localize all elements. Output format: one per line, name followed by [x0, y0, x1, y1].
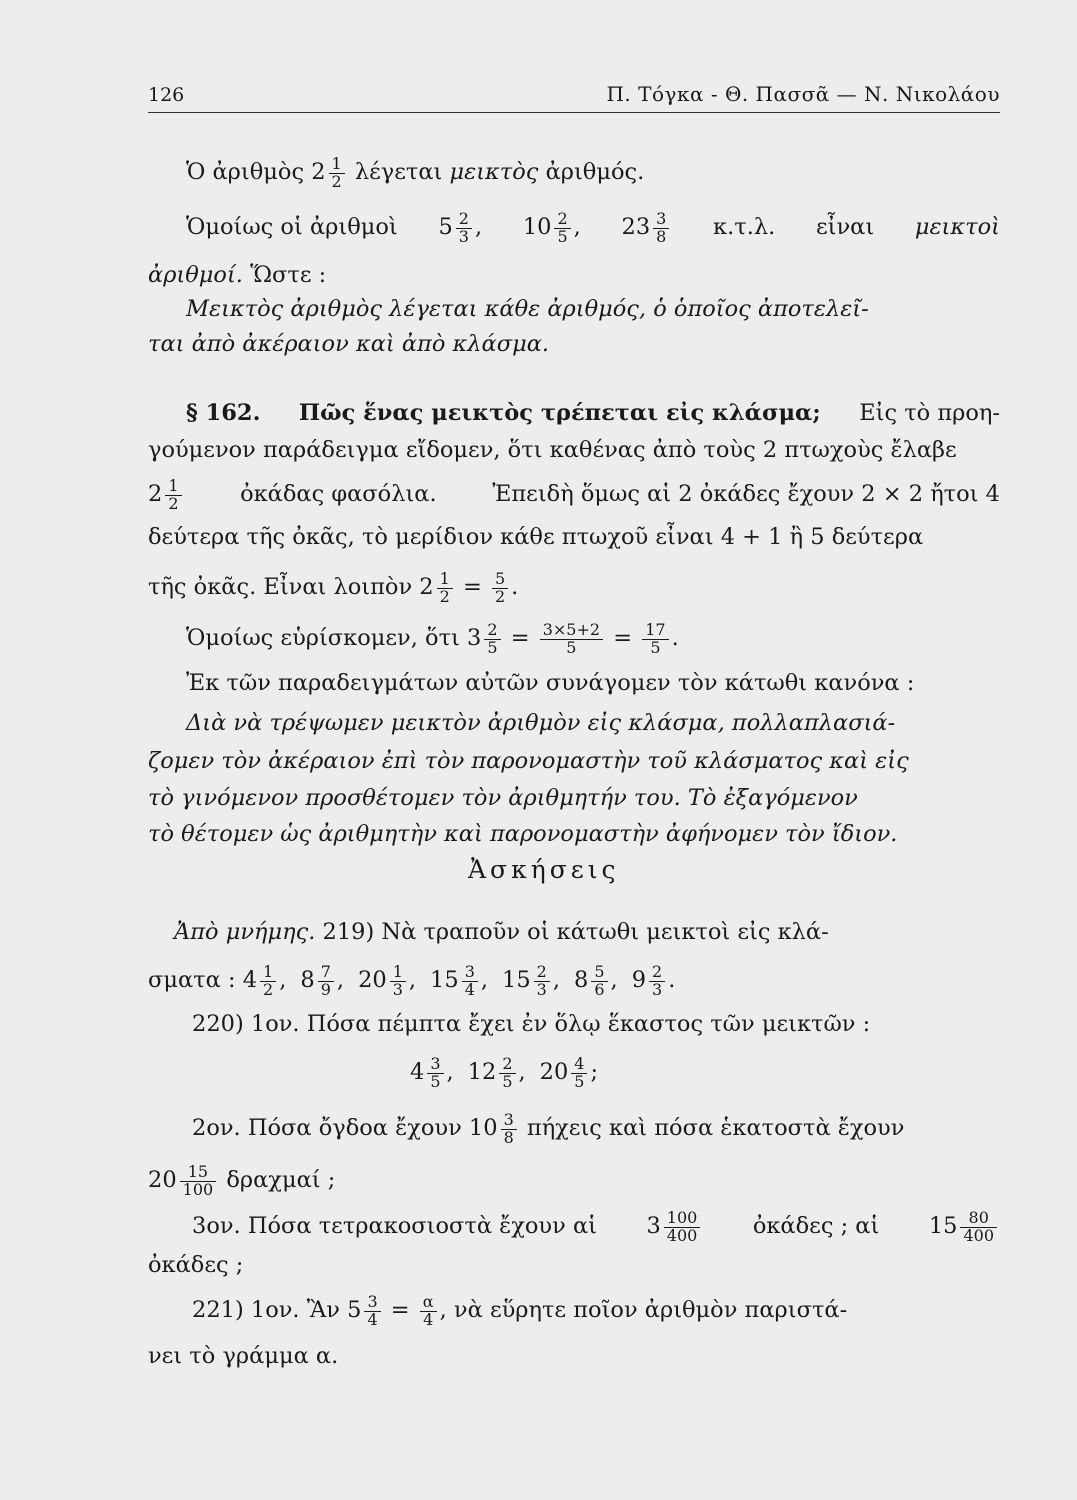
fraction: $\frac{3}{4}$ [462, 964, 478, 999]
mixed-number: 4 $\frac{3}{5}$ , [410, 1053, 454, 1091]
mixed-number: 20 $\frac{1}{3}$ , [358, 961, 417, 999]
header-rule [148, 112, 1000, 113]
fraction: $\frac{2}{3}$ [649, 964, 665, 999]
fraction: $\frac{3\times 5+2}{5}$ [540, 622, 603, 657]
definition-line: ται ἀπὸ ἀκέραιον καὶ ἀπὸ κλάσμα. [148, 331, 550, 357]
text-line: γούμενον παράδειγμα εἴδομεν, ὅτι καθένας ἀπὸ τοὺς 2 πτωχοὺς ἔλαβε [148, 437, 957, 463]
fraction-list [410, 1053, 612, 1091]
fraction: $\frac{4}{5}$ [571, 1056, 587, 1091]
exercise-221-line: 221) 1ον. Ἂν 5 $\frac{3}{4}$ = $\frac{\alpha}{4}$ , νὰ εὕρητε ποῖον ἀριθμὸν παριστά- [192, 1291, 848, 1329]
fraction: $\frac{3}{8}$ [501, 1112, 517, 1147]
text-line: δεύτερα τῆς ὀκᾶς, τὸ μερίδιον κάθε πτωχοῦ εἶναι 4 + 1 ἢ 5 δεύτερα [148, 524, 924, 550]
rule-line: Διὰ νὰ τρέψωμεν μεικτὸν ἀριθμὸν εἰς κλάσμα, πολλαπλασιά- [186, 710, 896, 736]
fraction: $\frac{2}{3}$ [456, 211, 472, 246]
fraction: $\frac{7}{9}$ [318, 964, 334, 999]
exercise-220-items [148, 1052, 1000, 1092]
fraction: $\frac{1}{2}$ [437, 571, 453, 606]
exercise-220-line: 220) 1ον. Πόσα πέμπτα ἔχει ἐν ὅλῳ ἕκαστος τῶν μεικτῶν : [192, 1011, 871, 1037]
exercise-220-q3: 3ον. Πόσα τετρακοσιοστὰ ἔχουν αἱ 3 $\frac{100}{400}$ ὀκάδες ; αἱ 15 $\frac{80}{400}$ [148, 1206, 1000, 1246]
fraction: $\frac{1}{3}$ [390, 964, 406, 999]
fraction: $\frac{2}{5}$ [484, 622, 500, 657]
fraction: $\frac{3}{8}$ [653, 211, 669, 246]
fraction: $\frac{5}{2}$ [492, 571, 508, 606]
fraction: $\frac{2}{5}$ [499, 1056, 515, 1091]
exercise-221-cont: νει τὸ γράμμα α. [148, 1343, 339, 1369]
rule-line: τὸ γινόμενον προσθέτομεν τὸν ἀριθμητήν του. Τὸ ἐξαγόμενον [148, 785, 858, 811]
fraction: $\frac{2}{3}$ [534, 964, 550, 999]
fraction: $\frac{3}{4}$ [364, 1294, 380, 1329]
fraction-list [242, 961, 690, 999]
fraction: $\frac{1}{2}$ [260, 964, 276, 999]
section-162-title: Πῶς ἕνας μεικτὸς τρέπεται εἰς κλάσμα; [298, 400, 821, 426]
mixed-number: 15 $\frac{3}{4}$ , [430, 961, 489, 999]
fraction: $\frac{17}{5}$ [642, 622, 668, 657]
text-line: Ὁμοίως οἱ ἀριθμοὶ 5 $\frac{2}{3}$ , 10 $\frac{2}{5}$ , 23 $\frac{3}{8}$ κ.τ.λ. εἶναι μεικτοὶ [186, 208, 1000, 246]
mixed-number: 4 $\frac{1}{2}$ , [242, 961, 287, 999]
text-line: τῆς ὀκᾶς. Εἶναι λοιπὸν 2 $\frac{1}{2}$ = $\frac{5}{2}$ . [148, 568, 519, 606]
fraction: $\frac{\alpha}{4}$ [420, 1294, 437, 1329]
exercise-220-q2-cont: 20 $\frac{15}{100}$ δραχμαί ; [148, 1161, 336, 1199]
mixed-number: 8 $\frac{5}{6}$ , [574, 961, 618, 999]
text-line: Ἐκ τῶν παραδειγμάτων αὐτῶν συνάγομεν τὸν κάτωθι κανόνα : [186, 670, 915, 696]
fraction: $\frac{100}{400}$ [664, 1210, 701, 1245]
term-mixed: μεικτὸς [449, 159, 539, 185]
fraction: $\frac{5}{6}$ [591, 964, 607, 999]
mixed-number: 9 $\frac{2}{3}$ . [631, 961, 676, 999]
section-heading-line: § 162. Πῶς ἕνας μεικτὸς τρέπεται εἰς κλάσμα; Εἰς τὸ προη- [148, 393, 1000, 433]
fraction: $\frac{15}{100}$ [180, 1164, 217, 1199]
definition-line: Μεικτὸς ἀριθμὸς λέγεται κάθε ἀριθμός, ὁ ὁποῖος ἀποτελεῖ- [186, 296, 869, 322]
mixed-number: 15 $\frac{2}{3}$ , [502, 961, 561, 999]
mixed-number: 20 $\frac{4}{5}$ ; [539, 1053, 599, 1091]
page-header [148, 78, 1000, 114]
fraction: $\frac{2}{5}$ [554, 211, 570, 246]
exercise-220-q2: 2ον. Πόσα ὄγδοα ἔχουν 10 $\frac{3}{8}$ πήχεις καὶ πόσα ἑκατοστὰ ἔχουν [192, 1109, 905, 1147]
exercises-title: Ἀσκήσεις [468, 855, 620, 884]
exercise-220-q3-cont: ὀκάδες ; [148, 1252, 244, 1278]
text-line: Ὁμοίως εὑρίσκομεν, ὅτι 3 $\frac{2}{5}$ = $\frac{3\times 5+2}{5}$ = $\frac{17}{5}$ . [186, 619, 679, 657]
mixed-number: 12 $\frac{2}{5}$ , [467, 1053, 526, 1091]
rule-line: ζομεν τὸν ἀκέραιον ἐπὶ τὸν παρονομαστὴν τοῦ κλάσματος καὶ εἰς [148, 748, 909, 774]
rule-line: τὸ θέτομεν ὡς ἀριθμητὴν καὶ παρονομαστὴν ἀφήνομεν τὸν ἴδιον. [148, 821, 898, 847]
text-line: Ὁ ἀριθμὸς 2 $\frac{1}{2}$ λέγεται μεικτὸς ἀριθμός. [186, 153, 645, 191]
fraction: $\frac{3}{5}$ [427, 1056, 443, 1091]
text-line: ἀριθμοί. Ὥστε : [148, 262, 327, 288]
running-head: Π. Τόγκα - Θ. Πασσᾶ — Ν. Νικολάου [606, 82, 1000, 106]
fraction: $\frac{80}{400}$ [960, 1210, 997, 1245]
text-line: 2 $\frac{1}{2}$ ὀκάδας φασόλια. Ἐπειδὴ ὅμως αἱ 2 ὀκάδες ἔχουν 2 × 2 ἤτοι 4 [148, 475, 1000, 513]
fraction: $\frac{1}{2}$ [165, 478, 181, 513]
page-number: 126 [148, 84, 185, 106]
mixed-number: 8 $\frac{7}{9}$ , [300, 961, 345, 999]
exercise-219-items: σματα : 4 $\frac{1}{2}$ , 8 $\frac{7}{9}$ , 20 $\frac{1}{3}$ , 15 $\frac{3}{4}$ , 15 $\frac{2}{3}$ , 8 $\frac{5}{6}$ , 9 $\frac{2}{3}$ . [148, 960, 1000, 1000]
fraction: $\frac{1}{2}$ [329, 156, 345, 191]
exercise-219-line: Ἀπὸ μνήμης. 219) Νὰ τραποῦν οἱ κάτωθι μεικτοὶ εἰς κλά- [174, 919, 829, 945]
